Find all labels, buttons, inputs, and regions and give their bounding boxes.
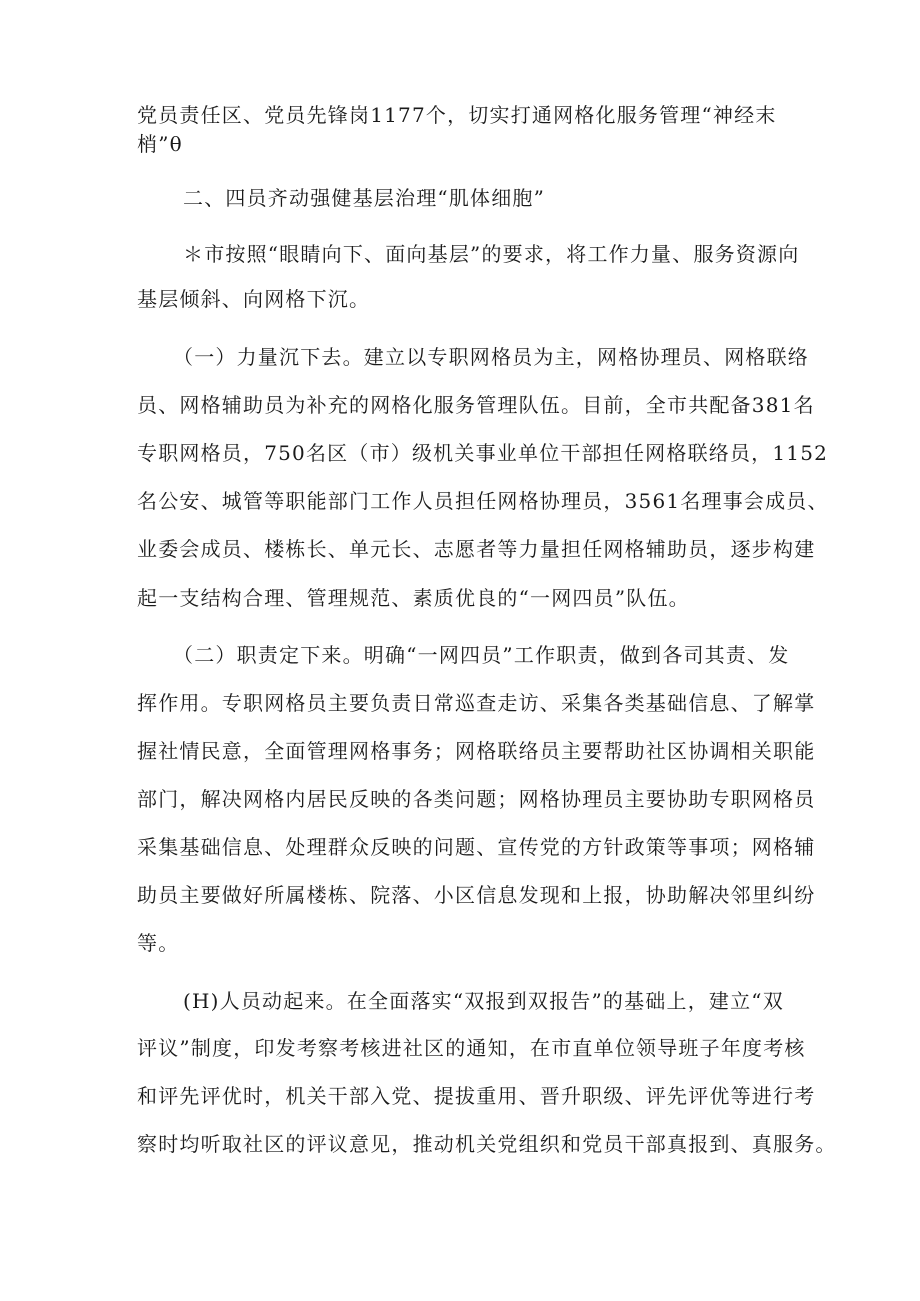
- paragraph-line: 专职网格员，750名区（市）级机关事业单位干部担任网格联络员，1152: [137, 441, 829, 465]
- paragraph-line: 采集基础信息、处理群众反映的问题、宣传党的方针政策等事项；网格辅: [137, 835, 816, 859]
- paragraph-line: 挥作用。专职网格员主要负责日常巡查走访、采集各类基础信息、了解掌: [137, 691, 816, 715]
- paragraph-line: 党员责任区、党员先锋岗1177个，切实打通网格化服务管理“神经末: [137, 103, 777, 127]
- paragraph-line: 握社情民意，全面管理网格事务；网格联络员主要帮助社区协调相关职能: [137, 739, 816, 763]
- paragraph-line: 起一支结构合理、管理规范、素质优良的“一网四员”队伍。: [137, 586, 690, 610]
- paragraph-line: ＊市按照“眼睛向下、面向基层”的要求，将工作力量、服务资源向: [183, 242, 800, 266]
- paragraph-line: 等。: [137, 931, 180, 955]
- paragraph-line: (H)人员动起来。在全面落实“双报到双报告”的基础上，建立“双: [183, 989, 784, 1013]
- paragraph-line: 梢”θ: [137, 132, 183, 156]
- paragraph-line: （一）力量沉下去。建立以专职网格员为主，网格协理员、网格联络: [173, 345, 809, 369]
- paragraph-line: 部门，解决网格内居民反映的各类问题；网格协理员主要协助专职网格员: [137, 787, 816, 811]
- paragraph-line: 员、网格辅助员为补充的网格化服务管理队伍。目前，全市共配备381名: [137, 393, 815, 417]
- paragraph-line: 和评先评优时，机关干部入党、提拔重用、晋升职级、评先评优等进行考: [137, 1084, 816, 1108]
- paragraph-line: （二）职责定下来。明确“一网四员”工作职责，做到各司其责、发: [173, 643, 790, 667]
- paragraph-line: 业委会成员、楼栋长、单元长、志愿者等力量担任网格辅助员，逐步构建: [137, 537, 816, 561]
- paragraph-line: 评议”制度，印发考察考核进社区的通知，在市直单位领导班子年度考核: [137, 1036, 806, 1060]
- paragraph-line: 察时均听取社区的评议意见，推动机关党组织和党员干部真报到、真服务。: [137, 1132, 837, 1156]
- paragraph-line: 基层倾斜、向网格下沉。: [137, 287, 371, 311]
- paragraph-line: 助员主要做好所属楼栋、院落、小区信息发现和上报，协助解决邻里纠纷: [137, 883, 816, 907]
- paragraph-line: 名公安、城管等职能部门工作人员担任网格协理员，3561名理事会成员、: [137, 489, 829, 513]
- section-heading: 二、四员齐动强健基层治理“肌体细胞”: [183, 186, 546, 210]
